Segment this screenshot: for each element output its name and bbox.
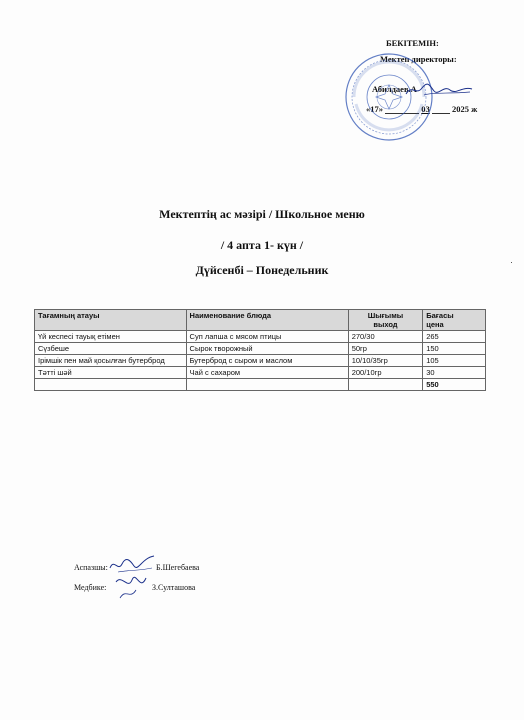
cook-label: Аспазшы:: [74, 563, 108, 572]
header-dish-ru: Наименование блюда: [186, 310, 348, 331]
table-row: [35, 331, 486, 343]
dish-ru: Сырок творожный: [186, 343, 348, 355]
header-dish-kz: Тағамның атауы: [35, 310, 187, 331]
dish-yield: 10/10/35гр: [348, 355, 423, 367]
dish-ru: Бутерброд с сыром и маслом: [186, 355, 348, 367]
scan-dot: [511, 262, 512, 263]
table-header-row: [35, 310, 486, 331]
cook-signature-line: [74, 563, 200, 572]
total-row: [35, 379, 486, 391]
dish-yield: 50гр: [348, 343, 423, 355]
weekday-title: Дүйсенбі – Понедельник: [195, 263, 329, 277]
dish-yield: 200/10гр: [348, 367, 423, 379]
total-empty-1: [35, 379, 187, 391]
approval-date-year: 2025 ж: [452, 104, 478, 114]
dish-kz: Тәтті шәй: [35, 367, 187, 379]
director-signature-icon: [404, 82, 474, 98]
dish-price: 105: [423, 355, 486, 367]
approval-date-underline-2: [432, 104, 450, 114]
total-empty-2: [186, 379, 348, 391]
dish-price: 150: [423, 343, 486, 355]
approval-title: БЕКІТЕМІН:: [386, 38, 439, 48]
dish-price: 30: [423, 367, 486, 379]
approval-date-day: «17»: [366, 104, 383, 114]
dish-price: 265: [423, 331, 486, 343]
week-day-subtitle: / 4 апта 1- күн /: [220, 238, 304, 252]
dish-kz: Сүзбеше: [35, 343, 187, 355]
dish-kz: Үй кеспесі тауық етімен: [35, 331, 187, 343]
header-price: Бағасы цена: [423, 310, 486, 331]
approval-position: Мектеп директоры:: [380, 54, 457, 64]
menu-table: [34, 309, 486, 391]
dish-kz: Ірімшік пен май қосылған бутерброд: [35, 355, 187, 367]
dish-ru: Суп лапша с мясом птицы: [186, 331, 348, 343]
nurse-label: Медбике:: [74, 583, 107, 592]
nurse-signature-icon: [112, 572, 148, 602]
nurse-name: З.Султашова: [152, 583, 196, 592]
total-empty-3: [348, 379, 423, 391]
total-price: 550: [423, 379, 486, 391]
menu-title: Мектептің ас мәзірі / Школьное меню: [159, 207, 365, 221]
cook-name: Б.Шегебаева: [156, 563, 200, 572]
approval-name: Абилдаев.А: [372, 84, 417, 94]
dish-ru: Чай с сахаром: [186, 367, 348, 379]
dish-yield: 270/30: [348, 331, 423, 343]
table-row: [35, 355, 486, 367]
table-row: [35, 367, 486, 379]
approval-date-month: 03: [421, 104, 430, 114]
table-row: [35, 343, 486, 355]
header-yield: Шығымы выход: [348, 310, 423, 331]
nurse-signature-line: [74, 583, 196, 592]
